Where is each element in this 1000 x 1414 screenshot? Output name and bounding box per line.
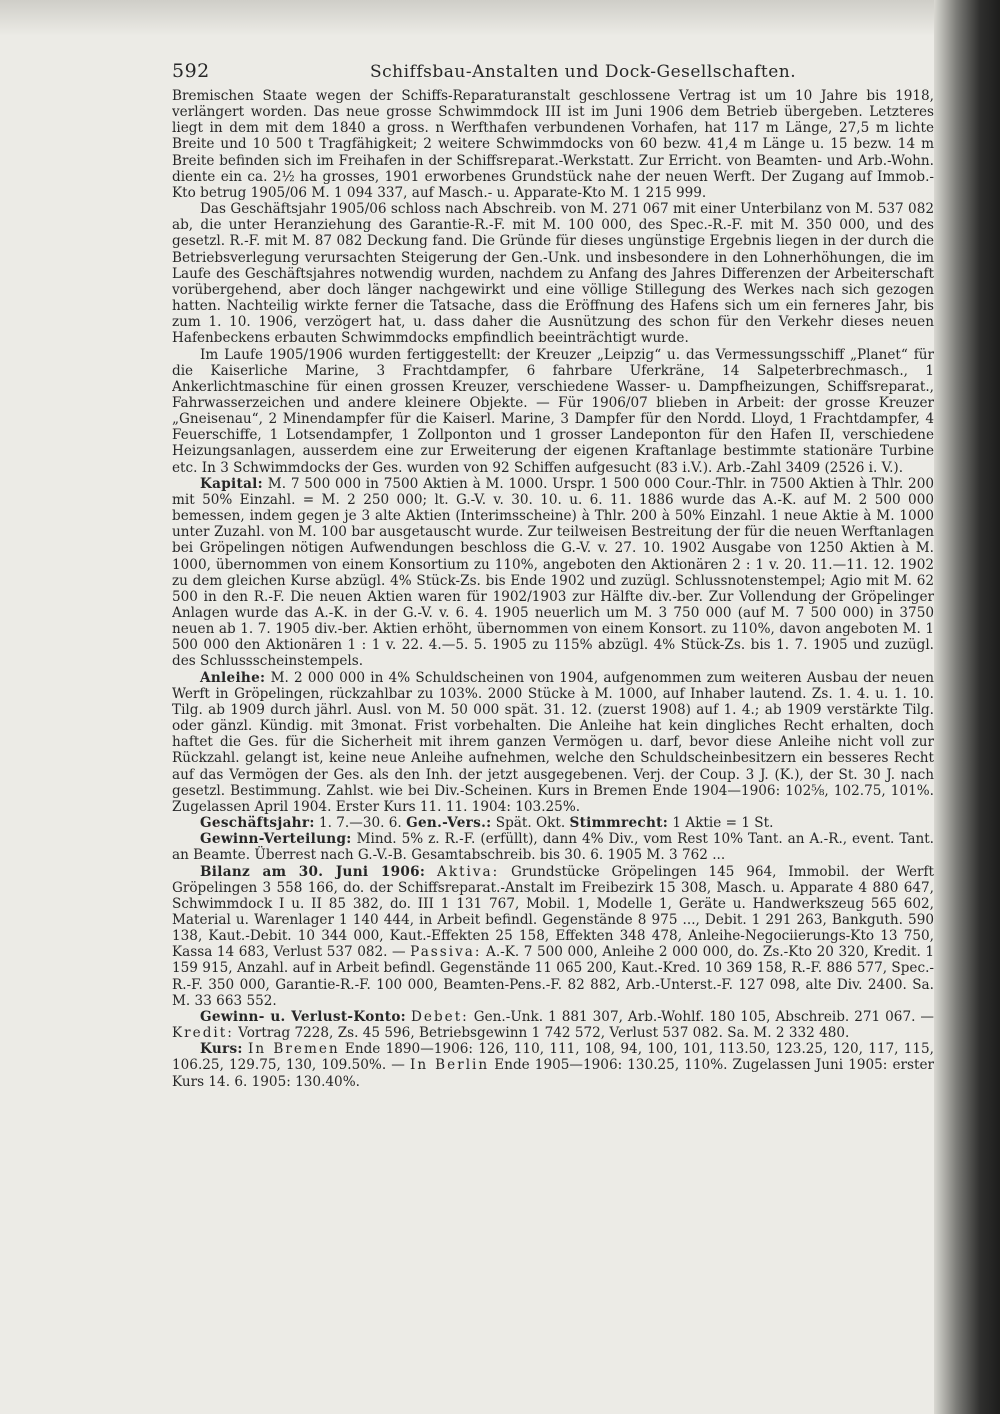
paragraph-text: Vortrag 7228, Zs. 45 596, Betriebsgewinn 1 742 572, Verlust 537 082. Sa. M. 2 332 480. [238,1025,850,1042]
section-label-stimmrecht: Stimmrecht: [569,815,669,832]
section-label-bilanz: Bilanz am 30. Juni 1906: [200,863,426,880]
paragraph-kapital [172,476,934,670]
paragraph-text: A.-K. 7 500 000, Anleihe 2 000 000, do. Zs.-Kto 20 320, Kredit. 1 159 915, Anzahl. auf in Arbeit befindl. Gegenstände 11 065 200, Kaut.-Kred. 10 369 158, R.-F. 886 577, Spec.-R.-F. 350 000, Garantie-R.-F. 100 000, Beamten-Pens.-F. 82 882, Arb.-Unterst.-F. 127 098, alte Div. 2400. Sa. M. 33 663 552. [172,944,934,1009]
page-body [172,88,934,1090]
section-label-gewinn-verlust: Gewinn- u. Verlust-Konto: [200,1008,407,1025]
paragraph-completed-works [172,347,934,476]
section-label-geschaeftsjahr: Geschäftsjahr: [200,815,315,832]
paragraph-text: Ende 1905—1906: 130.25, 110%. Zugelassen Juni 1905: erster Kurs 14. 6. 1905: 130.40%. [172,1057,934,1090]
page-number: 592 [172,60,210,82]
book-spine-shadow [934,0,1000,1414]
book-page [172,60,934,1390]
subsection-label-aktiva: Aktiva: [437,863,500,880]
subsection-label-berlin: In Berlin [409,1057,490,1074]
paragraph-text: Grundstücke Gröpelingen 145 964, Immobil. der Werft Gröpelingen 3 558 166, do. der Schiffsreparat.-Anstalt im Freibezirk 15 308, Masch. u. Apparate 4 880 647, Schwimmdock I u. II 85 382, do. III 1 131 767, Mobil. 1, Modelle 1, Geräte u. Handwerkszeug 565 602, Material u. Warenlager 1 140 444, in Arbeit befindl. Gegenstände 8 975 ..., Debit. 1 291 263, Bankguth. 590 138, Kaut.-Debit. 10 344 000, Kaut.-Effekten 25 158, Effekten 348 478, Anleihe-Negociierungs-Kto 13 750, Kassa 14 683, Verlust 537 082. — [172,863,934,961]
paragraph-text: M. 2 000 000 in 4% Schuldscheinen von 1904, aufgenommen zum weiteren Ausbau der neuen Werft in Gröpelingen, rückzahlbar zu 103%. 2000 Stücke à M. 1000, auf Inhaber lautend. Zs. 1. 4. u. 1. 10. Tilg. ab 1909 durch jährl. Ausl. von M. 50 000 spät. 31. 12. (zuerst 1908) auf 1. 4.; ab 1909 verstärkte Tilg. oder gänzl. Kündig. mit 3monat. Frist vorbehalten. Die Anleihe hat kein dingliches Recht erhalten, doch haftet die Ges. für die Sicherheit mit ihrem ganzen Vermögen u. darf, bevor diese Anleihe nicht voll zur Rückzahl. gelangt ist, keine neue Anleihe aufnehmen, welche den Schuldscheinbesitzern ein besseres Recht auf das Vermögen der Ges. als den Inh. der jetzt ausgegebenen. Verj. der Coup. 3 J. (K.), der St. 30 J. nach gesetzl. Bestimmung. Zahlst. wie bei Div.-Scheinen. Kurs in Bremen Ende 1904—1906: 102⅝, 102.75, 101%. Zugelassen April 1904. Erster Kurs 11. 11. 1904: 103.25%. [172,669,934,815]
paragraph-text: Bremischen Staate wegen der Schiffs-Reparaturanstalt geschlossene Vertrag ist um 10 Jahre bis 1918, verlängert worden. Das neue grosse Schwimmdock III ist im Juni 1906 dem Betrieb übergeben. Letzteres liegt in dem mit dem 1840 a gross. n Werfthafen verbundenen Vorhafen, hat 117 m Länge, 27,5 m lichte Breite und 10 500 t Tragfähigkeit; 2 weitere Schwimmdocks von 60 bezw. 41,4 m Länge u. 15 bezw. 14 m Breite befinden sich im Freihafen in der Schiffsreparat.-Werkstatt. Zur Erricht. von Beamten- und Arb.-Wohn. diente ein ca. 2½ ha grosses, 1901 erworbenes Grundstück nahe der neuen Werft. Der Zugang auf Immob.-Kto betrug 1905/06 M. 1 094 337, auf Masch.- u. Apparate-Kto M. 1 215 999. [172,88,934,201]
section-label-gen-vers: Gen.-Vers.: [406,815,492,832]
paragraph-text: Spät. Okt. [495,815,566,832]
paragraph-text: 1. 7.—30. 6. [318,815,402,832]
paragraph-text: Mind. 5% z. R.-F. (erfüllt), dann 4% Div., vom Rest 10% Tant. an A.-R., event. Tant. an Beamte. Überrest nach G.-V.-B. Gesamtabschreib. bis 30. 6. 1905 M. 3 762 ... [172,831,934,864]
paragraph-gewinn-verlust [172,1009,934,1041]
paragraph-text: 1 Aktie = 1 St. [672,815,774,832]
paragraph-gewinn-verteilung [172,831,934,863]
paragraph-text: Ende 1890—1906: 126, 110, 111, 108, 94, 100, 101, 113.50, 123.25, 120, 117, 115, 106.25, 129.75, 130, 109.50%. — [172,1041,934,1074]
paragraph-bilanz [172,864,934,1009]
section-label-anleihe: Anleihe: [200,669,266,686]
paragraph-text: Das Geschäftsjahr 1905/06 schloss nach Abschreib. von M. 271 067 mit einer Unterbilanz von M. 537 082 ab, die unter Heranziehung des Garantie-R.-F. mit M. 100 000, des Spec.-R.-F. mit M. 350 000, und des gesetzl. R.-F. mit M. 87 082 Deckung fand. Die Gründe für dieses ungünstige Ergebnis liegen in der durch die Betriebsverlegung verursachten Steigerung der Gen.-Unk. und insbesondere in den Lohnerhöhungen, die im Laufe des Geschäftsjahres notwendig wurden, nachdem zu Anfang des Jahres Differenzen der Arbeiterschaft vorübergehend, aber doch länger nachgewirkt und eine völlige Stillegung des Werkes nach sich gezogen hatten. Nachteilig wirkte ferner die Tatsache, dass die Eröffnung des Hafens sich um ein ferneres Jahr, bis zum 1. 10. 1906, verzögert hat, u. dass daher die Ausnützung des schon für den Verkehr dieses neuen Hafenbeckens erbauten Schwimmdocks empfindlich beeinträchtigt wurde. [172,201,934,347]
subsection-label-kredit: Kredit: [172,1025,234,1042]
paragraph-geschaeftsjahr [172,815,934,831]
subsection-label-debet: Debet: [411,1008,469,1025]
section-label-gewinn-verteilung: Gewinn-Verteilung: [200,831,352,848]
paragraph-kurs [172,1041,934,1089]
paragraph-text: Gen.-Unk. 1 881 307, Arb.-Wohlf. 180 105, Abschreib. 271 067. — [473,1008,934,1025]
subsection-label-passiva: Passiva: [410,944,482,961]
running-title: Schiffsbau-Anstalten und Dock-Gesellschaften. [370,62,797,82]
paragraph-text: M. 7 500 000 in 7500 Aktien à M. 1000. Urspr. 1 500 000 Cour.-Thlr. in 7500 Aktien à Thlr. 200 mit 50% Einzahl. = M. 2 250 000; lt. G.-V. v. 30. 10. u. 6. 11. 1886 wurde das A.-K. auf M. 2 500 000 bemessen, indem gegen je 3 alte Aktien (Interimsscheine) à Thlr. 200 à 50% Einzahl. 1 neue Aktie à M. 1000 unter Zuzahl. von M. 100 bar ausgetauscht wurde. Zur teilweisen Bestreitung der für die neuen Werftanlagen bei Gröpelingen nötigen Aufwendungen beschloss die G.-V. v. 27. 10. 1902 Ausgabe von 1250 Aktien à M. 1000, übernommen von einem Konsortium zu 110%, angeboten den Aktionären 2 : 1 v. 20. 11.—11. 12. 1902 zu dem gleichen Kurse abzügl. 4% Stück-Zs. bis Ende 1902 und zuzügl. Schlussnotenstempel; Agio mit M. 62 500 in den R.-F. Die neuen Aktien waren für 1902/1903 zur Hälfte div.-ber. Zur Vollendung der Gröpelinger Anlagen wurde das A.-K. in der G.-V. v. 6. 4. 1905 neuerlich um M. 3 750 000 (auf M. 7 500 000) in 3750 neuen ab 1. 7. 1905 div.-ber. Aktien erhöht, übernommen von einem Konsort. zu 110%, davon angeboten M. 1 500 000 den Aktionären 1 : 1 v. 22. 4.—5. 5. 1905 zu 115% abzügl. 4% Stück-Zs. bis 1. 7. 1905 und zuzügl. des Schlussscheinstempels. [172,475,934,670]
section-label-kurs: Kurs: [200,1041,243,1058]
running-head [172,60,934,88]
paragraph-text: Im Laufe 1905/1906 wurden fertiggestellt: der Kreuzer „Leipzig“ u. das Vermessungsschiff „Planet“ für die Kaiserliche Marine, 3 Frachtdampfer, 6 fahrbare Uferkräne, 14 Salpeterbrechmasch., 1 Ankerlichtmaschine für einen grossen Kreuzer, verschiedene Wasser- u. Dampfheizungen, Schiffsreparat., Fahrwasserzeichen und andere kleinere Objekte. — Für 1906/07 blieben in Arbeit: der grosse Kreuzer „Gneisenau“, 2 Minendampfer für die Kaiserl. Marine, 3 Dampfer für den Nordd. Lloyd, 1 Frachtdampfer, 4 Feuerschiffe, 1 Lotsendampfer, 1 Zollponton und 1 grosser Landeponton für den Hafen II, verschiedene Heizungsanlagen, ausserdem eine zur Erweiterung der eigenen Kraftanlage bestimmte stationäre Turbine etc. In 3 Schwimmdocks der Ges. wurden von 92 Schiffen aufgesucht (83 i.V.). Arb.-Zahl 3409 (2526 i. V.). [172,346,934,476]
paragraph-anleihe [172,670,934,815]
subsection-label-bremen: In Bremen [248,1041,340,1058]
page-top-shadow [0,0,1000,36]
paragraph-fiscal-year-result [172,201,934,346]
paragraph-dock-history [172,88,934,201]
section-label-kapital: Kapital: [200,475,263,492]
